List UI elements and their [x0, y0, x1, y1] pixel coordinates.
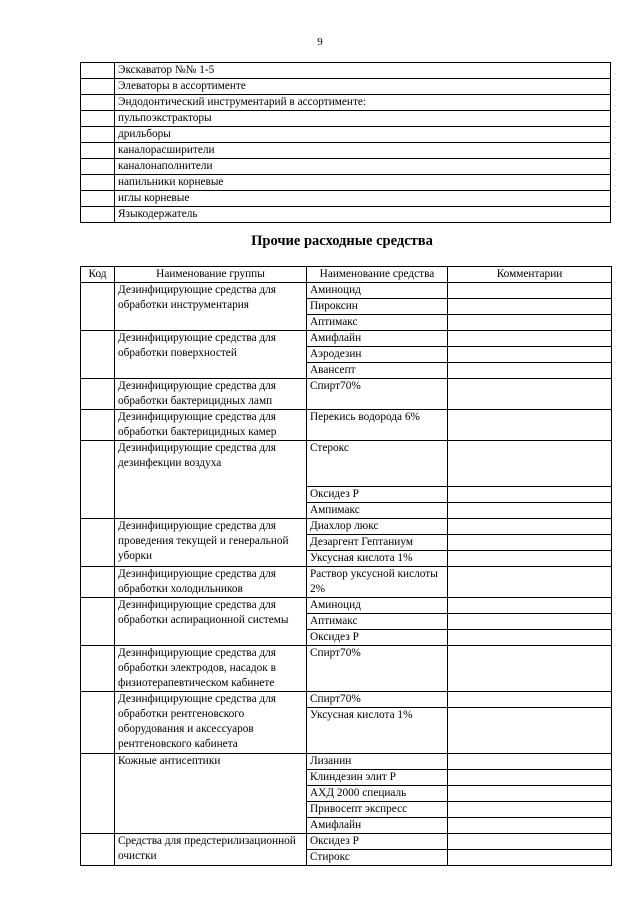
comment-cell: [448, 331, 612, 347]
group-name: Дезинфицирующие средства для проведения текущей и генеральной уборки: [115, 519, 307, 567]
comment-cell: [448, 487, 612, 503]
table-row: [81, 567, 612, 598]
product-name: Ампимакс: [307, 503, 448, 519]
table-row: [81, 79, 611, 95]
product-name: Аминоцид: [307, 598, 448, 614]
comment-cell: [448, 646, 612, 692]
comment-cell: [448, 379, 612, 410]
product-name: Дезаргент Гептаниум: [307, 535, 448, 551]
group-name: Дезинфицирующие средства для обработки бактерицидных ламп: [115, 379, 307, 410]
product-name: Лизанин: [307, 754, 448, 770]
column-header-code: Код: [81, 267, 115, 283]
product-name: Клиндезин элит Р: [307, 770, 448, 786]
product-name: Аминоцид: [307, 283, 448, 299]
group-name: Дезинфицирующие средства для обработки рентгеновского оборудования и аксессуаров рентгеновского кабинета: [115, 692, 307, 754]
instrument-name: пульпоэкстракторы: [115, 111, 611, 127]
instrument-table: [80, 62, 611, 223]
comment-cell: [448, 347, 612, 363]
code-cell: [81, 127, 115, 143]
comment-cell: [448, 535, 612, 551]
comment-cell: [448, 802, 612, 818]
code-cell: [81, 754, 115, 834]
comment-cell: [448, 692, 612, 708]
comment-cell: [448, 818, 612, 834]
code-cell: [81, 191, 115, 207]
code-cell: [81, 379, 115, 410]
column-header-group: Наименование группы: [115, 267, 307, 283]
page-number: 9: [317, 36, 323, 48]
column-header-product: Наименование средства: [307, 267, 448, 283]
comment-cell: [448, 630, 612, 646]
comment-cell: [448, 363, 612, 379]
product-name: Стерокс: [307, 441, 448, 487]
code-cell: [81, 159, 115, 175]
group-name: Дезинфицирующие средства для обработки электродов, насадок в физиотерапевтическом кабинете: [115, 646, 307, 692]
comment-cell: [448, 441, 612, 487]
table-row: [81, 191, 611, 207]
comment-cell: [448, 519, 612, 535]
comment-cell: [448, 299, 612, 315]
product-name: Оксидез Р: [307, 630, 448, 646]
consumables-table: [80, 266, 612, 866]
product-name: Пироксин: [307, 299, 448, 315]
comment-cell: [448, 315, 612, 331]
table-row: [81, 754, 612, 770]
code-cell: [81, 410, 115, 441]
comment-cell: [448, 834, 612, 850]
code-cell: [81, 567, 115, 598]
group-name: Дезинфицирующие средства для обработки бактерицидных камер: [115, 410, 307, 441]
header-row: [81, 267, 612, 283]
table-row: [81, 283, 612, 299]
code-cell: [81, 331, 115, 379]
product-name: Амифлайн: [307, 818, 448, 834]
product-name: Оксидез Р: [307, 834, 448, 850]
code-cell: [81, 143, 115, 159]
table-row: [81, 175, 611, 191]
comment-cell: [448, 770, 612, 786]
product-name: Авансепт: [307, 363, 448, 379]
comment-cell: [448, 283, 612, 299]
group-name: Дезинфицирующие средства для обработки поверхностей: [115, 331, 307, 379]
product-name: Стирокс: [307, 850, 448, 866]
table-row: [81, 834, 612, 850]
table-row: [81, 95, 611, 111]
table-row: [81, 519, 612, 535]
code-cell: [81, 646, 115, 692]
table-row: [81, 379, 612, 410]
code-cell: [81, 692, 115, 754]
table-row: [81, 598, 612, 614]
code-cell: [81, 283, 115, 331]
product-name: Аптимакс: [307, 614, 448, 630]
code-cell: [81, 519, 115, 567]
instrument-name: каналорасширители: [115, 143, 611, 159]
table-row: [81, 159, 611, 175]
column-header-comments: Комментарии: [448, 267, 612, 283]
product-name: Привосепт экспресс: [307, 802, 448, 818]
product-name: Амифлайн: [307, 331, 448, 347]
product-name: Диахлор люкс: [307, 519, 448, 535]
code-cell: [81, 834, 115, 866]
table-row: [81, 441, 612, 487]
comment-cell: [448, 708, 612, 754]
comment-cell: [448, 551, 612, 567]
instrument-name: иглы корневые: [115, 191, 611, 207]
product-name: Уксусная кислота 1%: [307, 708, 448, 754]
instrument-name: Эндодонтический инструментарий в ассортименте:: [115, 95, 611, 111]
section-title: Прочие расходные средства: [251, 233, 433, 249]
product-name: Уксусная кислота 1%: [307, 551, 448, 567]
product-name: Спирт70%: [307, 379, 448, 410]
table-row: [81, 646, 612, 692]
code-cell: [81, 111, 115, 127]
product-name: Аэродезин: [307, 347, 448, 363]
instrument-name: Элеваторы в ассортименте: [115, 79, 611, 95]
comment-cell: [448, 786, 612, 802]
product-name: Спирт70%: [307, 692, 448, 708]
table-row: [81, 111, 611, 127]
product-name: Оксидез Р: [307, 487, 448, 503]
table-row: [81, 692, 612, 708]
product-name: Перекись водорода 6%: [307, 410, 448, 441]
group-name: Средства для предстерилизационной очистки: [115, 834, 307, 866]
product-name: АХД 2000 специаль: [307, 786, 448, 802]
product-name: Спирт70%: [307, 646, 448, 692]
code-cell: [81, 598, 115, 646]
group-name: Кожные антисептики: [115, 754, 307, 834]
group-name: Дезинфицирующие средства для обработки холодильников: [115, 567, 307, 598]
table-row: [81, 127, 611, 143]
table-row: [81, 410, 612, 441]
table-row: [81, 331, 612, 347]
comment-cell: [448, 503, 612, 519]
instrument-name: напильники корневые: [115, 175, 611, 191]
comment-cell: [448, 754, 612, 770]
comment-cell: [448, 598, 612, 614]
group-name: Дезинфицирующие средства для обработки инструментария: [115, 283, 307, 331]
comment-cell: [448, 410, 612, 441]
instrument-name: Экскаватор №№ 1-5: [115, 63, 611, 79]
table-row: [81, 63, 611, 79]
instrument-name: дрильборы: [115, 127, 611, 143]
code-cell: [81, 441, 115, 519]
code-cell: [81, 175, 115, 191]
code-cell: [81, 207, 115, 223]
code-cell: [81, 79, 115, 95]
comment-cell: [448, 850, 612, 866]
product-name: Раствор уксусной кислоты 2%: [307, 567, 448, 598]
product-name: Аптимакс: [307, 315, 448, 331]
group-name: Дезинфицирующие средства для обработки аспирационной системы: [115, 598, 307, 646]
table-row: [81, 207, 611, 223]
code-cell: [81, 63, 115, 79]
instrument-name: каналонаполнители: [115, 159, 611, 175]
comment-cell: [448, 614, 612, 630]
instrument-name: Языкодержатель: [115, 207, 611, 223]
group-name: Дезинфицирующие средства для дезинфекции воздуха: [115, 441, 307, 519]
table-row: [81, 143, 611, 159]
code-cell: [81, 95, 115, 111]
comment-cell: [448, 567, 612, 598]
